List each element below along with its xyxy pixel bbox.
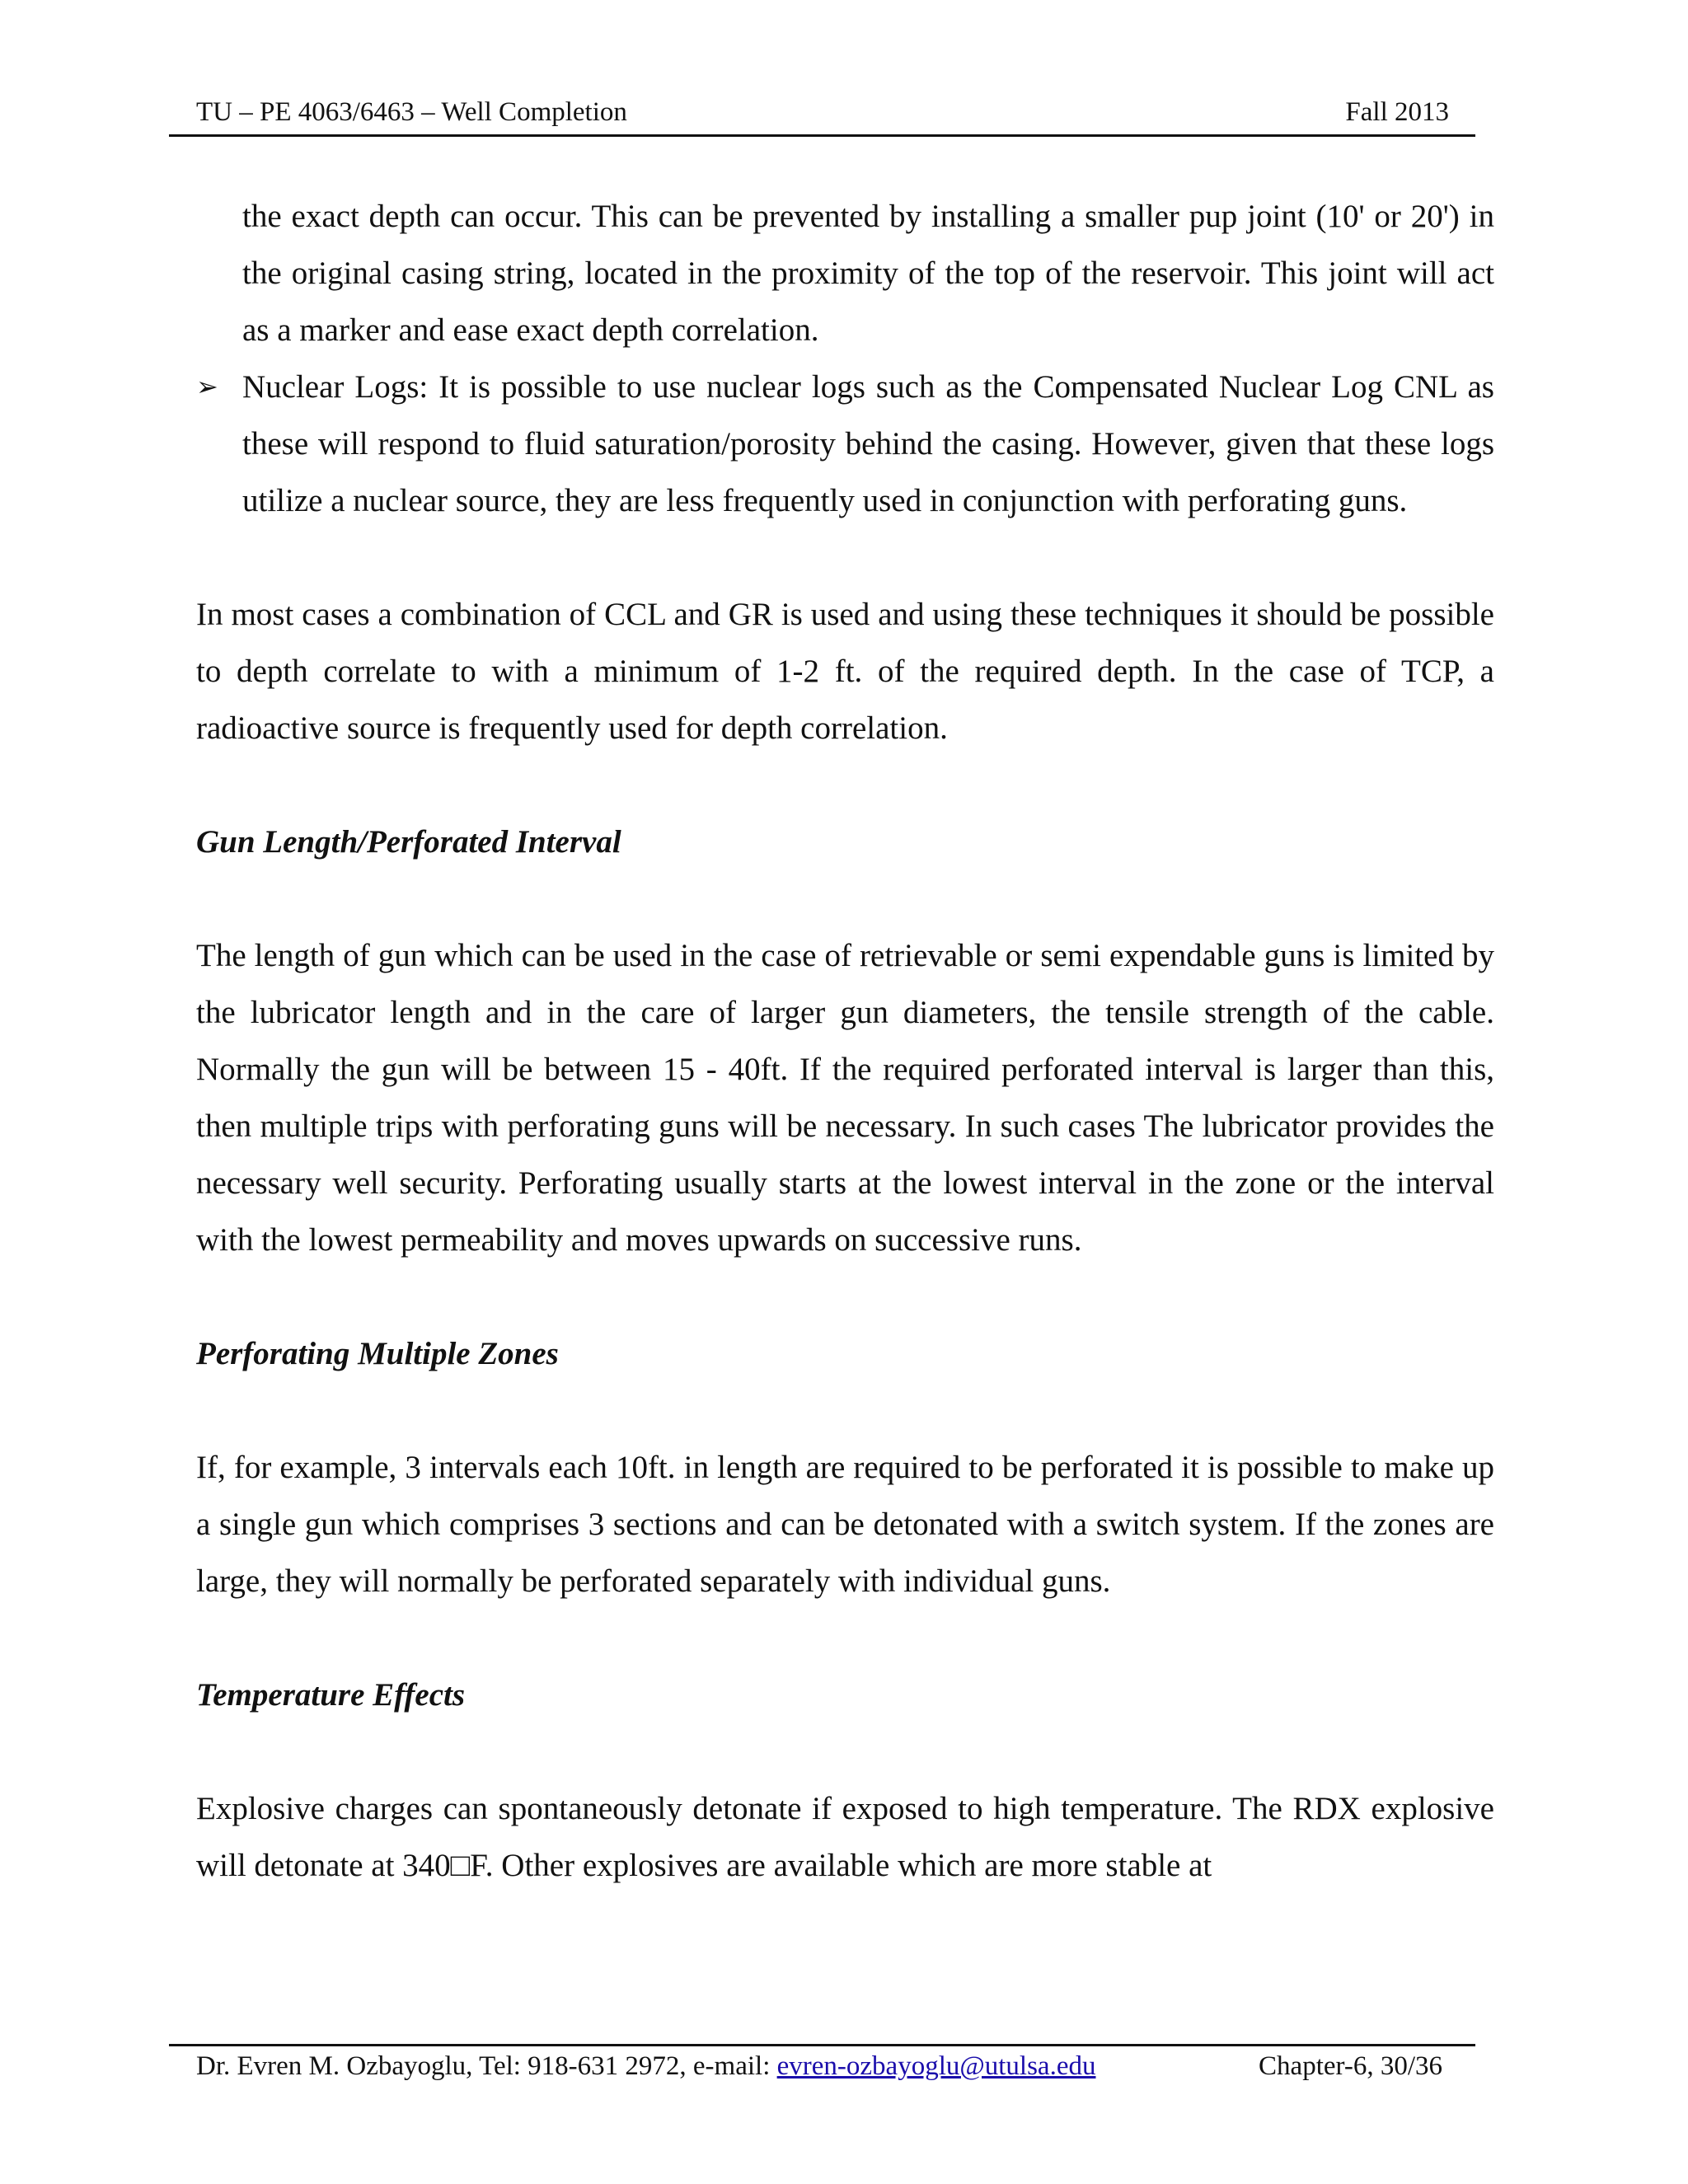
header-divider bbox=[169, 134, 1475, 137]
page-body bbox=[196, 188, 1494, 1894]
page-footer bbox=[196, 2050, 1442, 2083]
heading-gun-length: Gun Length/Perforated Interval bbox=[196, 824, 621, 860]
footer-page-number: Chapter-6, 30/36 bbox=[1259, 2051, 1442, 2081]
header-course-title: TU – PE 4063/6463 – Well Completion bbox=[196, 97, 627, 127]
paragraph-ccl-gr: In most cases a combination of CCL and GR is used and using these techniques it should be possible to depth correlate to with a minimum of 1-2 ft. of the required depth. In the case of TCP, a radioactive source is frequently used for depth correlation. bbox=[196, 597, 1494, 746]
arrow-bullet-icon: ➢ bbox=[196, 371, 218, 402]
heading-multiple-zones: Perforating Multiple Zones bbox=[196, 1336, 559, 1371]
footer-contact bbox=[196, 2050, 1095, 2083]
header-term: Fall 2013 bbox=[1345, 97, 1449, 127]
email-link[interactable]: evren-ozbayoglu@utulsa.edu bbox=[776, 2051, 1096, 2081]
bullet-text: Nuclear Logs: It is possible to use nuclear logs such as the Compensated Nuclear Log CNL as these will respond to fluid saturation/porosity behind the casing. However, given that these logs utilize a nuclear source, they are less frequently used in conjunction with perforating guns. bbox=[242, 369, 1494, 518]
page-header bbox=[196, 96, 1449, 129]
heading-temperature-effects: Temperature Effects bbox=[196, 1677, 466, 1713]
footer-author: Dr. Evren M. Ozbayoglu, Tel: 918-631 2972, e-mail: bbox=[196, 2051, 777, 2081]
continuation-paragraph: the exact depth can occur. This can be prevented by installing a smaller pup joint (10' or 20') in the original casing string, located in the proximity of the top of the reservoir. This joint will act as a marker and ease exact depth correlation. bbox=[242, 199, 1494, 348]
paragraph-temperature: Explosive charges can spontaneously detonate if exposed to high temperature. The RDX explosive will detonate at 340□F. Other explosives are available which are more stable at bbox=[196, 1791, 1494, 1883]
footer-divider bbox=[169, 2044, 1475, 2046]
paragraph-multiple-zones: If, for example, 3 intervals each 10ft. in length are required to be perforated it is possible to make up a single gun which comprises 3 sections and can be detonated with a switch system. If the zones are large, they will normally be perforated separately with individual guns. bbox=[196, 1450, 1494, 1599]
paragraph-gun-length: The length of gun which can be used in the case of retrievable or semi expendable guns is limited by the lubricator length and in the care of larger gun diameters, the tensile strength of the cable. Normally the gun will be between 15 - 40ft. If the required perforated interval is larger than this, then multiple trips with perforating guns will be necessary. In such cases The lubricator provides the necessary well security. Perforating usually starts at the lowest interval in the zone or the interval with the lowest permeability and moves upwards on successive runs. bbox=[196, 938, 1494, 1258]
bullet-item-nuclear-logs bbox=[196, 359, 1494, 529]
